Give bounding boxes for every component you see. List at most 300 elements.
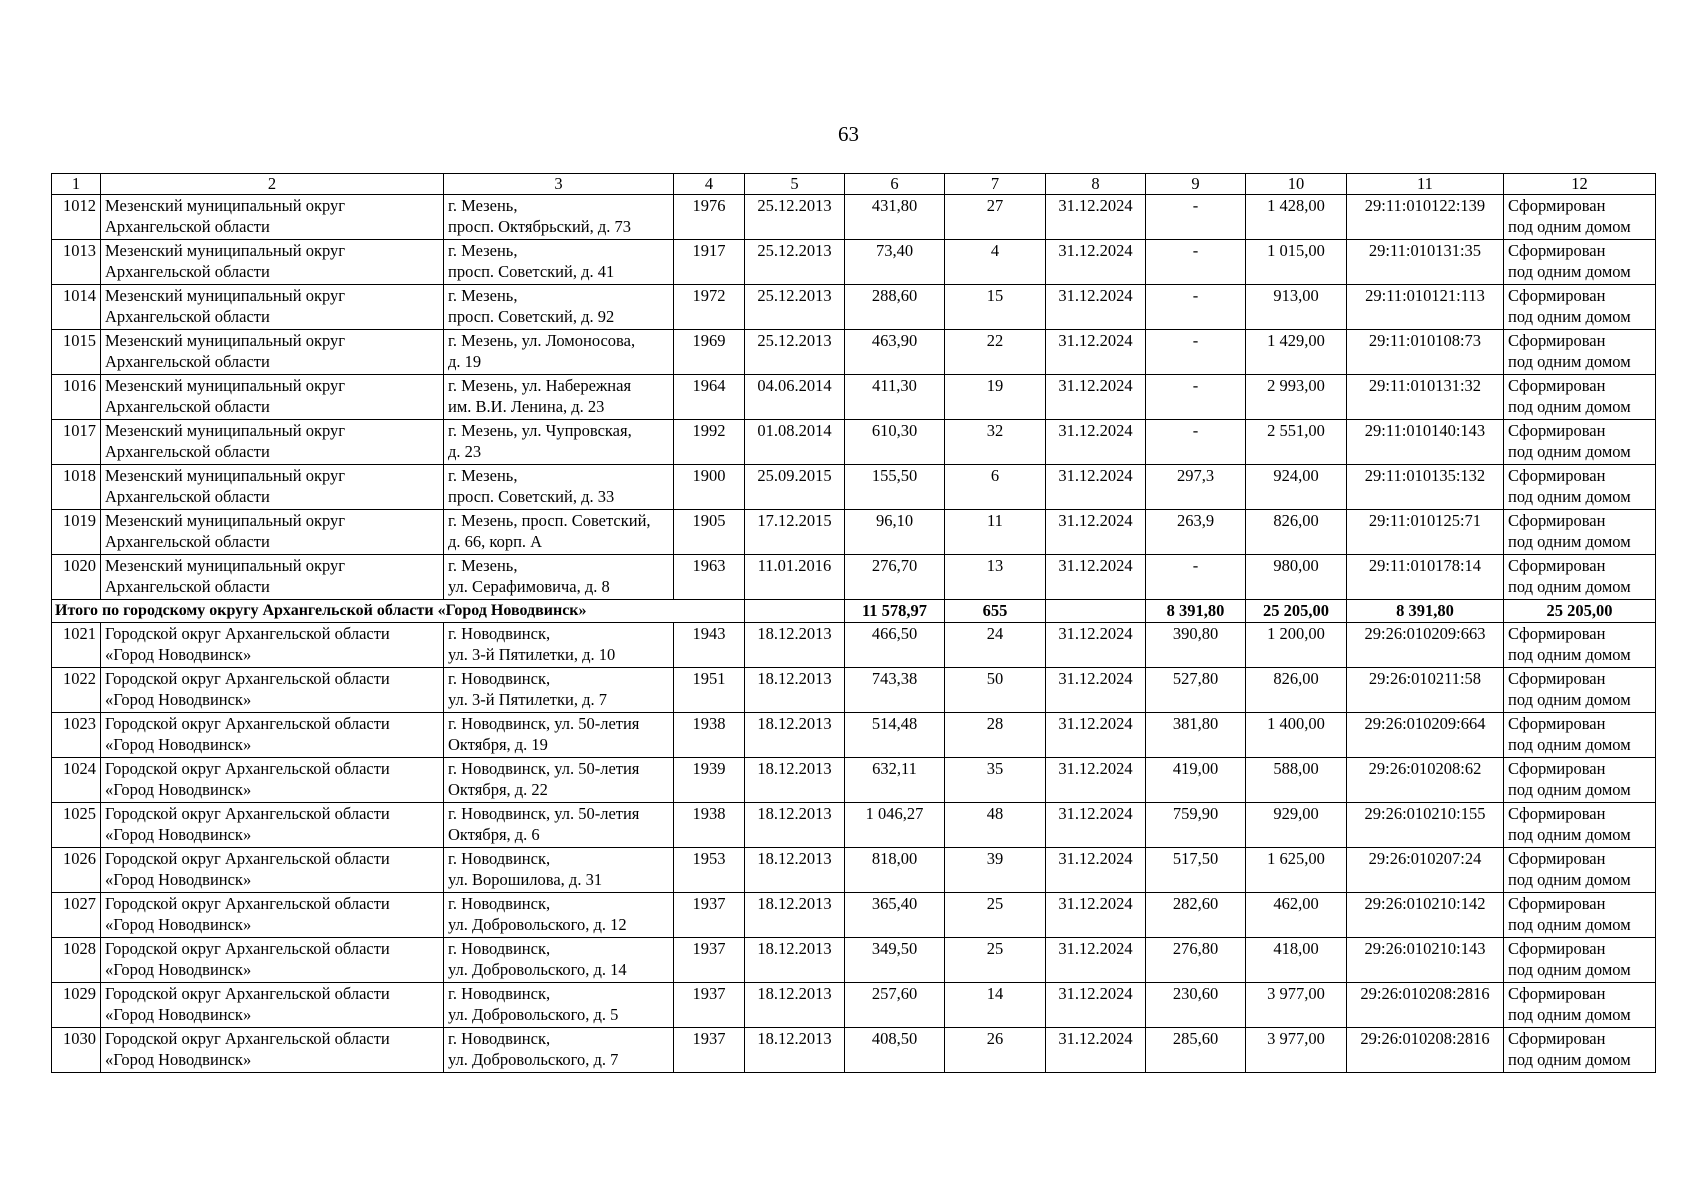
text-line: Архангельской области xyxy=(105,442,270,461)
col9-cell: - xyxy=(1146,240,1246,285)
year-cell: 1939 xyxy=(674,758,745,803)
table-row xyxy=(52,758,1656,803)
year-cell: 1976 xyxy=(674,195,745,240)
status-cell xyxy=(1504,285,1656,330)
year-cell: 1938 xyxy=(674,803,745,848)
col10-cell: 418,00 xyxy=(1246,938,1347,983)
year-cell: 1905 xyxy=(674,510,745,555)
municipality-cell xyxy=(101,803,444,848)
deadline-cell: 31.12.2024 xyxy=(1046,330,1146,375)
text-line: Сформирован xyxy=(1508,849,1606,868)
total-empty-cell xyxy=(745,600,845,623)
status-cell xyxy=(1504,758,1656,803)
area-cell: 431,80 xyxy=(845,195,945,240)
text-line: Мезенский муниципальный округ xyxy=(105,286,346,305)
municipality-cell xyxy=(101,375,444,420)
status-cell xyxy=(1504,420,1656,465)
col10-cell: 1 428,00 xyxy=(1246,195,1347,240)
area-cell: 1 046,27 xyxy=(845,803,945,848)
text-line: «Город Новодвинск» xyxy=(105,780,252,799)
people-cell: 50 xyxy=(945,668,1046,713)
municipality-cell xyxy=(101,713,444,758)
date-cell: 18.12.2013 xyxy=(745,848,845,893)
row-number-cell: 1018 xyxy=(52,465,101,510)
column-header: 1 xyxy=(52,174,101,195)
total-row xyxy=(52,600,1656,623)
address-cell xyxy=(444,240,674,285)
year-cell: 1963 xyxy=(674,555,745,600)
cadastral-number-cell: 29:11:010178:14 xyxy=(1347,555,1504,600)
table-row xyxy=(52,510,1656,555)
municipality-cell xyxy=(101,420,444,465)
people-cell: 24 xyxy=(945,623,1046,668)
text-line: Городской округ Архангельской области xyxy=(105,984,390,1003)
text-line: под одним домом xyxy=(1508,487,1631,506)
text-line: г. Мезень, ул. Набережная xyxy=(448,376,632,395)
status-cell xyxy=(1504,330,1656,375)
col9-cell: 297,3 xyxy=(1146,465,1246,510)
text-line: ул. Добровольского, д. 5 xyxy=(448,1005,619,1024)
deadline-cell: 31.12.2024 xyxy=(1046,465,1146,510)
text-line: ул. 3-й Пятилетки, д. 10 xyxy=(448,645,616,664)
status-cell xyxy=(1504,848,1656,893)
municipality-cell xyxy=(101,893,444,938)
status-cell xyxy=(1504,893,1656,938)
text-line: г. Новодвинск, xyxy=(448,624,551,643)
row-number-cell: 1025 xyxy=(52,803,101,848)
people-cell: 28 xyxy=(945,713,1046,758)
table-row xyxy=(52,848,1656,893)
text-line: Сформирован xyxy=(1508,466,1606,485)
text-line: г. Мезень, xyxy=(448,241,518,260)
address-cell xyxy=(444,195,674,240)
text-line: г. Мезень, xyxy=(448,466,518,485)
table-row xyxy=(52,420,1656,465)
text-line: Сформирован xyxy=(1508,669,1606,688)
status-cell xyxy=(1504,1028,1656,1073)
text-line: под одним домом xyxy=(1508,397,1631,416)
table-row xyxy=(52,375,1656,420)
text-line: Мезенский муниципальный округ xyxy=(105,241,346,260)
col10-cell: 2 551,00 xyxy=(1246,420,1347,465)
text-line: просп. Советский, д. 41 xyxy=(448,262,615,281)
text-line: г. Новодвинск, xyxy=(448,939,551,958)
cadastral-number-cell: 29:26:010207:24 xyxy=(1347,848,1504,893)
col9-cell: 390,80 xyxy=(1146,623,1246,668)
people-cell: 25 xyxy=(945,893,1046,938)
date-cell: 18.12.2013 xyxy=(745,893,845,938)
col9-cell: 759,90 xyxy=(1146,803,1246,848)
address-cell xyxy=(444,420,674,465)
date-cell: 18.12.2013 xyxy=(745,1028,845,1073)
year-cell: 1972 xyxy=(674,285,745,330)
date-cell: 01.08.2014 xyxy=(745,420,845,465)
cadastral-number-cell: 29:26:010210:143 xyxy=(1347,938,1504,983)
text-line: под одним домом xyxy=(1508,262,1631,281)
text-line: г. Новодвинск, ул. 50-летия xyxy=(448,714,640,733)
col9-cell: 527,80 xyxy=(1146,668,1246,713)
deadline-cell: 31.12.2024 xyxy=(1046,893,1146,938)
text-line: г. Мезень, xyxy=(448,196,518,215)
text-line: Сформирован xyxy=(1508,939,1606,958)
deadline-cell: 31.12.2024 xyxy=(1046,195,1146,240)
text-line: им. В.И. Ленина, д. 23 xyxy=(448,397,605,416)
year-cell: 1938 xyxy=(674,713,745,758)
cadastral-number-cell: 29:26:010208:2816 xyxy=(1347,1028,1504,1073)
area-cell: 96,10 xyxy=(845,510,945,555)
people-cell: 27 xyxy=(945,195,1046,240)
area-cell: 155,50 xyxy=(845,465,945,510)
table-row xyxy=(52,623,1656,668)
text-line: Городской округ Архангельской области xyxy=(105,669,390,688)
text-line: Мезенский муниципальный округ xyxy=(105,196,346,215)
column-header: 2 xyxy=(101,174,444,195)
text-line: д. 19 xyxy=(448,352,482,371)
col9-cell: 517,50 xyxy=(1146,848,1246,893)
text-line: Сформирован xyxy=(1508,241,1606,260)
total-col10-cell: 25 205,00 xyxy=(1246,600,1347,623)
text-line: под одним домом xyxy=(1508,532,1631,551)
text-line: под одним домом xyxy=(1508,645,1631,664)
text-line: Октября, д. 6 xyxy=(448,825,540,844)
text-line: Архангельской области xyxy=(105,217,270,236)
text-line: Мезенский муниципальный округ xyxy=(105,511,346,530)
text-line: г. Новодвинск, xyxy=(448,849,551,868)
people-cell: 19 xyxy=(945,375,1046,420)
text-line: д. 23 xyxy=(448,442,482,461)
address-cell xyxy=(444,375,674,420)
address-cell xyxy=(444,465,674,510)
address-cell xyxy=(444,285,674,330)
column-header: 9 xyxy=(1146,174,1246,195)
municipality-cell xyxy=(101,1028,444,1073)
date-cell: 18.12.2013 xyxy=(745,713,845,758)
col10-cell: 924,00 xyxy=(1246,465,1347,510)
col10-cell: 3 977,00 xyxy=(1246,1028,1347,1073)
text-line: г. Мезень, ул. Ломоносова, xyxy=(448,331,636,350)
municipality-cell xyxy=(101,330,444,375)
text-line: Архангельской области xyxy=(105,397,270,416)
people-cell: 14 xyxy=(945,983,1046,1028)
deadline-cell: 31.12.2024 xyxy=(1046,375,1146,420)
text-line: Сформирован xyxy=(1508,331,1606,350)
text-line: под одним домом xyxy=(1508,352,1631,371)
row-number-cell: 1024 xyxy=(52,758,101,803)
col10-cell: 1 015,00 xyxy=(1246,240,1347,285)
municipality-cell xyxy=(101,465,444,510)
text-line: г. Мезень, просп. Советский, xyxy=(448,511,651,530)
col9-cell: 276,80 xyxy=(1146,938,1246,983)
year-cell: 1937 xyxy=(674,983,745,1028)
status-cell xyxy=(1504,555,1656,600)
people-cell: 6 xyxy=(945,465,1046,510)
text-line: Городской округ Архангельской области xyxy=(105,849,390,868)
deadline-cell: 31.12.2024 xyxy=(1046,420,1146,465)
date-cell: 18.12.2013 xyxy=(745,668,845,713)
area-cell: 463,90 xyxy=(845,330,945,375)
municipality-cell xyxy=(101,848,444,893)
area-cell: 408,50 xyxy=(845,1028,945,1073)
col9-cell: - xyxy=(1146,330,1246,375)
date-cell: 17.12.2015 xyxy=(745,510,845,555)
table-row xyxy=(52,713,1656,758)
text-line: Сформирован xyxy=(1508,376,1606,395)
text-line: «Город Новодвинск» xyxy=(105,690,252,709)
status-cell xyxy=(1504,713,1656,758)
address-cell xyxy=(444,803,674,848)
text-line: просп. Советский, д. 33 xyxy=(448,487,615,506)
table-row xyxy=(52,983,1656,1028)
text-line: «Город Новодвинск» xyxy=(105,825,252,844)
area-cell: 257,60 xyxy=(845,983,945,1028)
column-number-header xyxy=(52,174,1656,195)
text-line: под одним домом xyxy=(1508,780,1631,799)
total-area-cell: 11 578,97 xyxy=(845,600,945,623)
row-number-cell: 1017 xyxy=(52,420,101,465)
text-line: Мезенский муниципальный округ xyxy=(105,376,346,395)
date-cell: 18.12.2013 xyxy=(745,938,845,983)
total-col11-cell: 8 391,80 xyxy=(1347,600,1504,623)
row-number-cell: 1030 xyxy=(52,1028,101,1073)
deadline-cell: 31.12.2024 xyxy=(1046,240,1146,285)
text-line: д. 66, корп. А xyxy=(448,532,543,551)
column-header: 11 xyxy=(1347,174,1504,195)
text-line: Сформирован xyxy=(1508,286,1606,305)
column-header: 12 xyxy=(1504,174,1656,195)
col9-cell: - xyxy=(1146,195,1246,240)
text-line: ул. 3-й Пятилетки, д. 7 xyxy=(448,690,608,709)
deadline-cell: 31.12.2024 xyxy=(1046,713,1146,758)
area-cell: 288,60 xyxy=(845,285,945,330)
text-line: ул. Ворошилова, д. 31 xyxy=(448,870,603,889)
people-cell: 11 xyxy=(945,510,1046,555)
cadastral-number-cell: 29:11:010121:113 xyxy=(1347,285,1504,330)
page-number: 63 xyxy=(838,122,859,146)
text-line: под одним домом xyxy=(1508,1005,1631,1024)
row-number-cell: 1021 xyxy=(52,623,101,668)
text-line: ул. Серафимовича, д. 8 xyxy=(448,577,610,596)
row-number-cell: 1028 xyxy=(52,938,101,983)
cadastral-number-cell: 29:26:010208:2816 xyxy=(1347,983,1504,1028)
municipality-cell xyxy=(101,240,444,285)
table-row xyxy=(52,668,1656,713)
row-number-cell: 1013 xyxy=(52,240,101,285)
housing-registry-table xyxy=(51,173,1656,1073)
column-header: 3 xyxy=(444,174,674,195)
text-line: Городской округ Архангельской области xyxy=(105,1029,390,1048)
text-line: «Город Новодвинск» xyxy=(105,960,252,979)
address-cell xyxy=(444,848,674,893)
address-cell xyxy=(444,623,674,668)
text-line: г. Новодвинск, xyxy=(448,1029,551,1048)
text-line: Городской округ Архангельской области xyxy=(105,894,390,913)
text-line: под одним домом xyxy=(1508,442,1631,461)
area-cell: 349,50 xyxy=(845,938,945,983)
text-line: «Город Новодвинск» xyxy=(105,735,252,754)
text-line: под одним домом xyxy=(1508,307,1631,326)
year-cell: 1937 xyxy=(674,1028,745,1073)
col9-cell: 419,00 xyxy=(1146,758,1246,803)
cadastral-number-cell: 29:11:010122:139 xyxy=(1347,195,1504,240)
text-line: Сформирован xyxy=(1508,714,1606,733)
status-cell xyxy=(1504,623,1656,668)
text-line: Сформирован xyxy=(1508,556,1606,575)
text-line: Городской округ Архангельской области xyxy=(105,804,390,823)
text-line: под одним домом xyxy=(1508,1050,1631,1069)
table-row xyxy=(52,195,1656,240)
address-cell xyxy=(444,713,674,758)
text-line: Октября, д. 22 xyxy=(448,780,548,799)
year-cell: 1951 xyxy=(674,668,745,713)
status-cell xyxy=(1504,938,1656,983)
text-line: ул. Добровольского, д. 12 xyxy=(448,915,627,934)
people-cell: 13 xyxy=(945,555,1046,600)
deadline-cell: 31.12.2024 xyxy=(1046,758,1146,803)
deadline-cell: 31.12.2024 xyxy=(1046,803,1146,848)
row-number-cell: 1029 xyxy=(52,983,101,1028)
date-cell: 04.06.2014 xyxy=(745,375,845,420)
cadastral-number-cell: 29:11:010135:132 xyxy=(1347,465,1504,510)
col9-cell: - xyxy=(1146,555,1246,600)
text-line: Архангельской области xyxy=(105,262,270,281)
col10-cell: 826,00 xyxy=(1246,668,1347,713)
date-cell: 25.12.2013 xyxy=(745,330,845,375)
col10-cell: 1 400,00 xyxy=(1246,713,1347,758)
year-cell: 1943 xyxy=(674,623,745,668)
col10-cell: 826,00 xyxy=(1246,510,1347,555)
table-row xyxy=(52,803,1656,848)
text-line: под одним домом xyxy=(1508,690,1631,709)
table-row xyxy=(52,240,1656,285)
total-empty-cell xyxy=(1046,600,1146,623)
municipality-cell xyxy=(101,758,444,803)
text-line: Сформирован xyxy=(1508,804,1606,823)
col9-cell: 263,9 xyxy=(1146,510,1246,555)
col9-cell: 381,80 xyxy=(1146,713,1246,758)
cadastral-number-cell: 29:26:010209:664 xyxy=(1347,713,1504,758)
col10-cell: 2 993,00 xyxy=(1246,375,1347,420)
table-row xyxy=(52,1028,1656,1073)
date-cell: 25.12.2013 xyxy=(745,195,845,240)
address-cell xyxy=(444,555,674,600)
cadastral-number-cell: 29:11:010140:143 xyxy=(1347,420,1504,465)
text-line: Мезенский муниципальный округ xyxy=(105,421,346,440)
text-line: Городской округ Архангельской области xyxy=(105,759,390,778)
column-header: 7 xyxy=(945,174,1046,195)
year-cell: 1992 xyxy=(674,420,745,465)
col9-cell: 285,60 xyxy=(1146,1028,1246,1073)
deadline-cell: 31.12.2024 xyxy=(1046,983,1146,1028)
deadline-cell: 31.12.2024 xyxy=(1046,555,1146,600)
column-header: 10 xyxy=(1246,174,1347,195)
text-line: под одним домом xyxy=(1508,915,1631,934)
text-line: «Город Новодвинск» xyxy=(105,645,252,664)
total-people-cell: 655 xyxy=(945,600,1046,623)
table-row xyxy=(52,938,1656,983)
year-cell: 1900 xyxy=(674,465,745,510)
total-col12-cell: 25 205,00 xyxy=(1504,600,1656,623)
year-cell: 1917 xyxy=(674,240,745,285)
text-line: под одним домом xyxy=(1508,870,1631,889)
column-header: 4 xyxy=(674,174,745,195)
cadastral-number-cell: 29:26:010211:58 xyxy=(1347,668,1504,713)
table-row xyxy=(52,285,1656,330)
date-cell: 18.12.2013 xyxy=(745,803,845,848)
date-cell: 25.12.2013 xyxy=(745,240,845,285)
text-line: просп. Октябрьский, д. 73 xyxy=(448,217,632,236)
area-cell: 276,70 xyxy=(845,555,945,600)
date-cell: 11.01.2016 xyxy=(745,555,845,600)
text-line: ул. Добровольского, д. 7 xyxy=(448,1050,619,1069)
text-line: «Город Новодвинск» xyxy=(105,1005,252,1024)
municipality-cell xyxy=(101,623,444,668)
address-cell xyxy=(444,1028,674,1073)
col9-cell: 282,60 xyxy=(1146,893,1246,938)
people-cell: 26 xyxy=(945,1028,1046,1073)
row-number-cell: 1023 xyxy=(52,713,101,758)
status-cell xyxy=(1504,668,1656,713)
address-cell xyxy=(444,668,674,713)
col10-cell: 1 200,00 xyxy=(1246,623,1347,668)
text-line: г. Новодвинск, xyxy=(448,984,551,1003)
status-cell xyxy=(1504,240,1656,285)
cadastral-number-cell: 29:26:010208:62 xyxy=(1347,758,1504,803)
text-line: г. Мезень, xyxy=(448,286,518,305)
table-row xyxy=(52,330,1656,375)
deadline-cell: 31.12.2024 xyxy=(1046,938,1146,983)
text-line: просп. Советский, д. 92 xyxy=(448,307,615,326)
address-cell xyxy=(444,893,674,938)
col9-cell: - xyxy=(1146,420,1246,465)
text-line: Сформирован xyxy=(1508,511,1606,530)
column-header: 8 xyxy=(1046,174,1146,195)
text-line: Архангельской области xyxy=(105,307,270,326)
text-line: Мезенский муниципальный округ xyxy=(105,556,346,575)
people-cell: 32 xyxy=(945,420,1046,465)
column-header: 5 xyxy=(745,174,845,195)
deadline-cell: 31.12.2024 xyxy=(1046,285,1146,330)
text-line: Мезенский муниципальный округ xyxy=(105,466,346,485)
total-col9-cell: 8 391,80 xyxy=(1146,600,1246,623)
table-row xyxy=(52,555,1656,600)
status-cell xyxy=(1504,195,1656,240)
col9-cell: - xyxy=(1146,285,1246,330)
col10-cell: 913,00 xyxy=(1246,285,1347,330)
deadline-cell: 31.12.2024 xyxy=(1046,668,1146,713)
text-line: Сформирован xyxy=(1508,984,1606,1003)
municipality-cell xyxy=(101,555,444,600)
text-line: г. Новодвинск, xyxy=(448,669,551,688)
cadastral-number-cell: 29:11:010131:35 xyxy=(1347,240,1504,285)
date-cell: 18.12.2013 xyxy=(745,623,845,668)
text-line: под одним домом xyxy=(1508,217,1631,236)
text-line: под одним домом xyxy=(1508,825,1631,844)
text-line: «Город Новодвинск» xyxy=(105,915,252,934)
area-cell: 818,00 xyxy=(845,848,945,893)
text-line: Мезенский муниципальный округ xyxy=(105,331,346,350)
status-cell xyxy=(1504,465,1656,510)
municipality-cell xyxy=(101,510,444,555)
date-cell: 25.12.2013 xyxy=(745,285,845,330)
year-cell: 1964 xyxy=(674,375,745,420)
address-cell xyxy=(444,938,674,983)
municipality-cell xyxy=(101,285,444,330)
text-line: Архангельской области xyxy=(105,487,270,506)
area-cell: 632,11 xyxy=(845,758,945,803)
text-line: под одним домом xyxy=(1508,735,1631,754)
text-line: Октября, д. 19 xyxy=(448,735,548,754)
text-line: ул. Добровольского, д. 14 xyxy=(448,960,627,979)
